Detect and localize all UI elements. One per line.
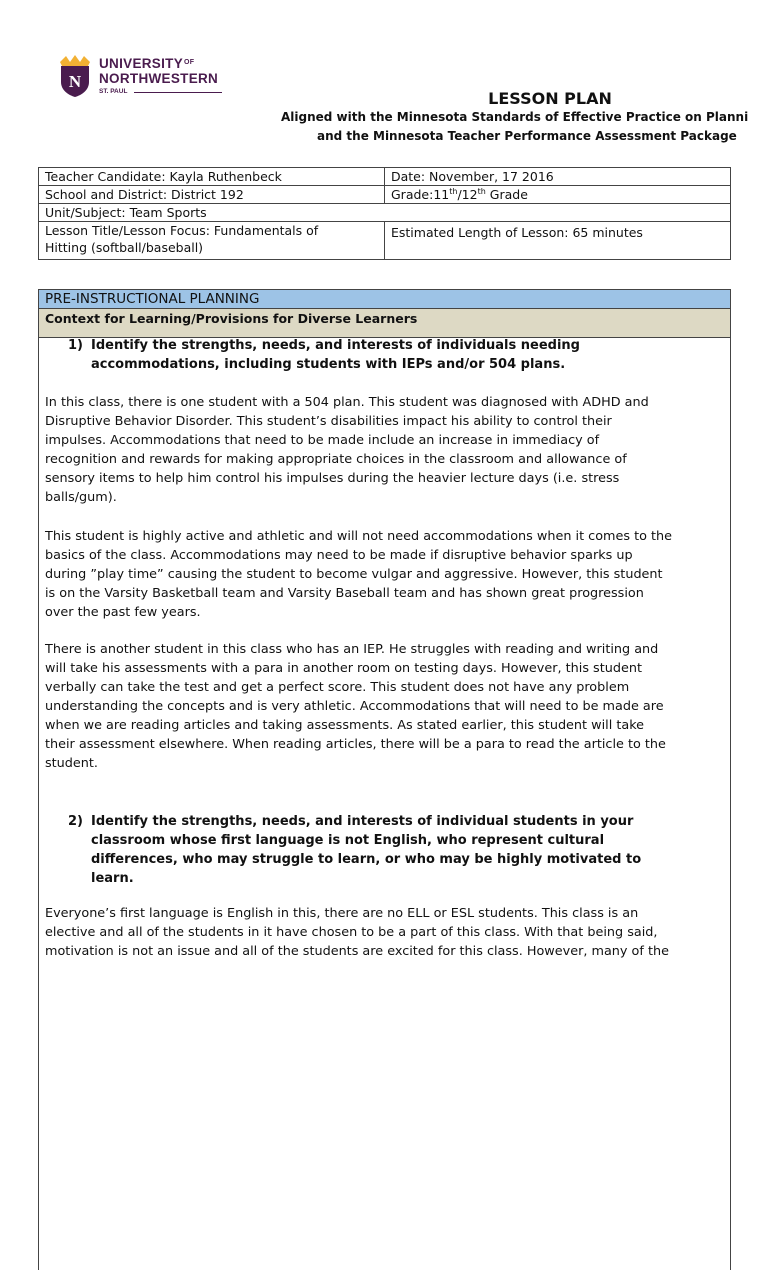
teacher-candidate-cell: Teacher Candidate: Kayla Ruthenbeck — [39, 168, 385, 186]
logo-northwestern: NORTHWESTERN — [99, 71, 219, 86]
subtitle-line-2: and the Minnesota Teacher Performance Assessment Package — [317, 129, 737, 143]
svg-text:N: N — [68, 72, 82, 91]
subtitle-line-1: Aligned with the Minnesota Standards of Effective Practice on Planni — [281, 110, 749, 124]
lesson-info-table — [38, 167, 731, 260]
question-number: 2) — [68, 814, 83, 829]
paragraph-athletic-student: This student is highly active and athletic and will not need accommodations when it comes to the basics of the class. Accommodations may need to be made if disruptive behavior sparks up during ”play time” causing the student to become vulgar and aggressive. However, this student is on the Varsity Basketball team and Varsity Baseball team and has shown great progression over the past few years. — [45, 529, 673, 620]
paragraph-iep-student: There is another student in this class who has an IEP. He struggles with reading and writing and will take his assessments with a para in another room on testing days. However, this student verbally can take the test and get a perfect score. This student does not have any problem understanding the concepts and is very athletic. Accommodations that will need to be made are when we are reading articles and taking assessments. As stated earlier, this student will take their assessment elsewhere. When reading articles, there will be a para to read the article to the student. — [45, 642, 666, 771]
table-row — [39, 204, 731, 222]
logo-campus: ST. PAUL — [99, 88, 128, 95]
grade-cell: Grade:11th/12th Grade — [385, 186, 731, 204]
question-2: 2) Identify the strengths, needs, and interests of individual students in your classroom whose first language is not English, who represent cultural differences, who may struggle to learn, or who may be highly motivated to learn. — [68, 814, 642, 886]
logo-university: $UNIVERSITY^{OF}$ — [99, 56, 195, 71]
question-number: 1) — [68, 338, 83, 353]
paragraph-504-plan: In this class, there is one student with a 504 plan. This student was diagnosed with ADHD and Disruptive Behavior Disorder. This student’s disabilities impact his ability to control their impulses. Accommodations that need to be made include an increase in immediacy of recognition and rewards for making appropriate choices in the classroom and allowance of sensory items to help him control his impulses during the heavier lecture days (i.e. stress balls/gum). — [45, 395, 649, 505]
question-1: 1) Identify the strengths, needs, and interests of individuals needing accommodations, including students with IEPs and/or 504 plans. — [68, 338, 580, 372]
lesson-length-cell: Estimated Length of Lesson: 65 minutes — [385, 222, 731, 260]
lesson-title-cell: Lesson Title/Lesson Focus: Fundamentals of Hitting (softball/baseball) — [39, 222, 385, 260]
table-row — [39, 186, 731, 204]
paragraph-language: Everyone’s first language is English in this, there are no ELL or ESL students. This class is an elective and all of the students in it have chosen to be a part of this class. With that being said, motivation is not an issue and all of the students are excited for this class. However, many of the — [45, 906, 669, 959]
table-row — [39, 168, 731, 186]
university-logo — [56, 52, 236, 100]
context-header: Context for Learning/Provisions for Diverse Learners — [39, 309, 730, 338]
date-cell: Date: November, 17 2016 — [385, 168, 731, 186]
pre-instructional-section — [38, 289, 731, 1270]
table-row — [39, 222, 731, 260]
logo-rule — [134, 92, 222, 93]
school-district-cell: School and District: District 192 — [39, 186, 385, 204]
crest-icon — [58, 54, 92, 98]
page-title: LESSON PLAN — [488, 89, 612, 108]
section-header: PRE-INSTRUCTIONAL PLANNING — [39, 290, 730, 309]
unit-subject-cell: Unit/Subject: Team Sports — [39, 204, 731, 222]
